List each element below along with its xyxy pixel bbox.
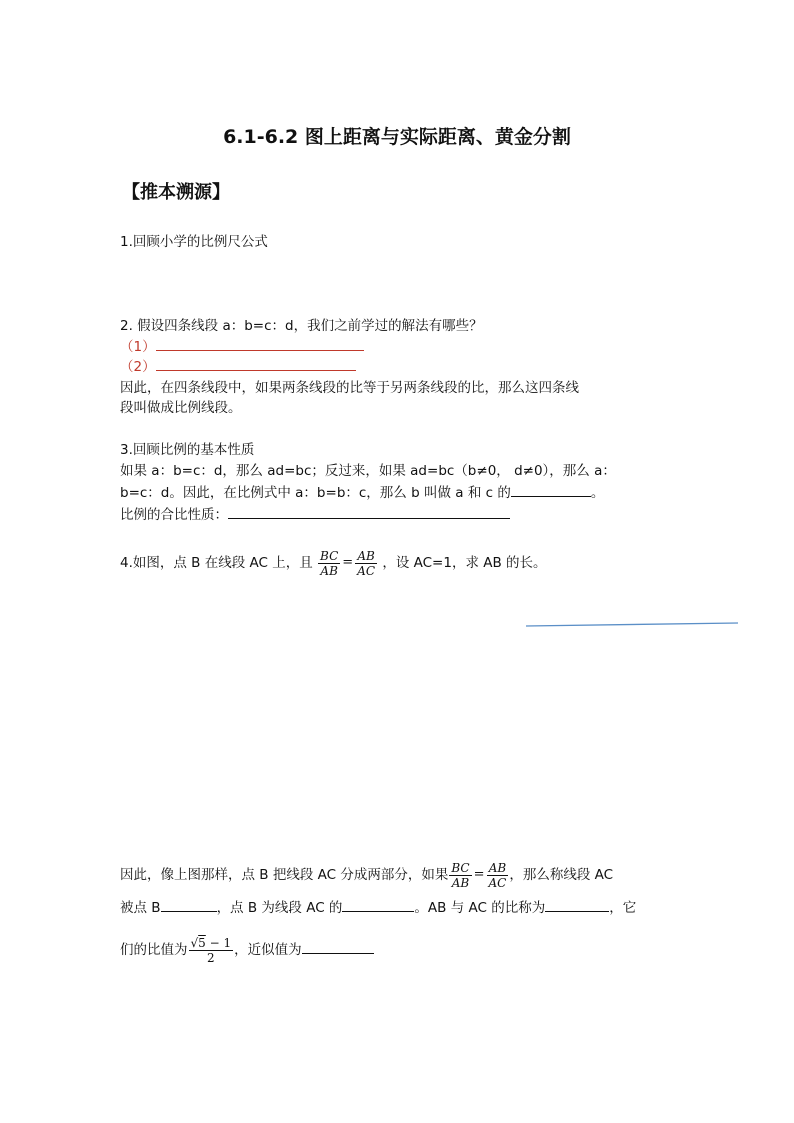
q4-text-post: ，设 AC=1，求 AB 的长。 xyxy=(382,555,547,571)
conclusion-line1 xyxy=(120,856,613,894)
frac-num: √5 − 1 xyxy=(190,935,232,950)
frac-den: AB xyxy=(320,563,338,578)
blank-1[interactable] xyxy=(156,336,364,351)
sqrt-radicand: 5 xyxy=(198,935,206,950)
conclusion-l3-pre: 们的比值为 xyxy=(120,942,188,958)
conclusion-line3 xyxy=(120,930,374,970)
blank-2[interactable] xyxy=(156,356,356,371)
minus-one: − 1 xyxy=(205,935,232,950)
q2-conclusion-line2: 段叫做成比例线段。 xyxy=(120,400,242,416)
fraction-ab-ac xyxy=(355,549,377,578)
question-1: 1.回顾小学的比例尺公式 xyxy=(120,234,268,250)
equals-sign: = xyxy=(473,867,485,882)
q4-text-pre: 4.如图，点 B 在线段 AC 上，且 xyxy=(120,555,313,571)
q3-line3-text: 比例的合比性质： xyxy=(120,507,228,523)
fraction-bc-ab xyxy=(318,549,340,578)
frac-num: BC xyxy=(320,548,339,563)
item-1-label: （1） xyxy=(120,339,156,355)
frac-den: 2 xyxy=(206,950,215,965)
answer-line-1 xyxy=(120,336,364,357)
fraction-ab-ac xyxy=(487,861,509,890)
frac-num: AB xyxy=(487,861,509,876)
golden-point-blank[interactable] xyxy=(342,897,414,912)
fraction-sqrt5-minus-1-over-2 xyxy=(189,936,234,965)
answer-line-2 xyxy=(120,356,356,377)
segment-line xyxy=(526,623,738,626)
page-title: 6.1-6.2 图上距离与实际距离、黄金分割 xyxy=(223,126,571,148)
golden-ratio-blank[interactable] xyxy=(545,897,609,912)
combined-property-blank[interactable] xyxy=(228,504,510,519)
conclusion-l3-mid: ，近似值为 xyxy=(234,942,302,958)
approx-value-blank[interactable] xyxy=(302,939,374,954)
segment-ac-figure xyxy=(520,616,744,632)
frac-den: AB xyxy=(451,875,470,890)
question-2: 2. 假设四条线段 a：b=c：d，我们之前学过的解法有哪些？ xyxy=(120,318,483,334)
section-heading: 【推本溯源】 xyxy=(122,182,230,203)
item-2-label: （2） xyxy=(120,359,156,375)
q3-line2 xyxy=(120,482,604,503)
frac-num: AB xyxy=(355,549,377,564)
q2-conclusion-line1: 因此，在四条线段中，如果两条线段的比等于另两条线段的比，那么这四条线 xyxy=(120,380,579,396)
frac-den: AC xyxy=(488,875,507,890)
conclusion-l2-b: ，点 B 为线段 AC 的 xyxy=(216,900,343,916)
mean-proportional-blank[interactable] xyxy=(511,482,591,497)
frac-num: BC xyxy=(451,860,470,875)
fraction-bc-ab xyxy=(449,861,471,890)
conclusion-text-pre: 因此，像上图那样，点 B 把线段 AC 分成两部分，如果 xyxy=(120,867,449,883)
question-4 xyxy=(120,544,547,582)
q3-line2-text: b=c：d。因此，在比例式中 a：b=b：c，那么 b 叫做 a 和 c 的 xyxy=(120,485,511,501)
conclusion-line2 xyxy=(120,897,636,918)
divided-blank[interactable] xyxy=(161,897,217,912)
q3-line2-end: 。 xyxy=(590,485,605,501)
equals-sign: = xyxy=(342,555,354,570)
conclusion-l2-a: 被点 B xyxy=(120,900,161,916)
frac-den: AC xyxy=(357,563,376,578)
q3-line3 xyxy=(120,504,510,525)
conclusion-l2-d: ，它 xyxy=(609,900,637,916)
q3-line1: 如果 a：b=c：d，那么 ad=bc；反过来，如果 ad=bc（b≠0， d≠0），那么 a： xyxy=(120,463,616,479)
question-3-heading: 3.回顾比例的基本性质 xyxy=(120,442,255,458)
conclusion-l2-c: 。AB 与 AC 的比称为 xyxy=(414,900,546,916)
conclusion-text-post: ，那么称线段 AC xyxy=(509,867,614,883)
